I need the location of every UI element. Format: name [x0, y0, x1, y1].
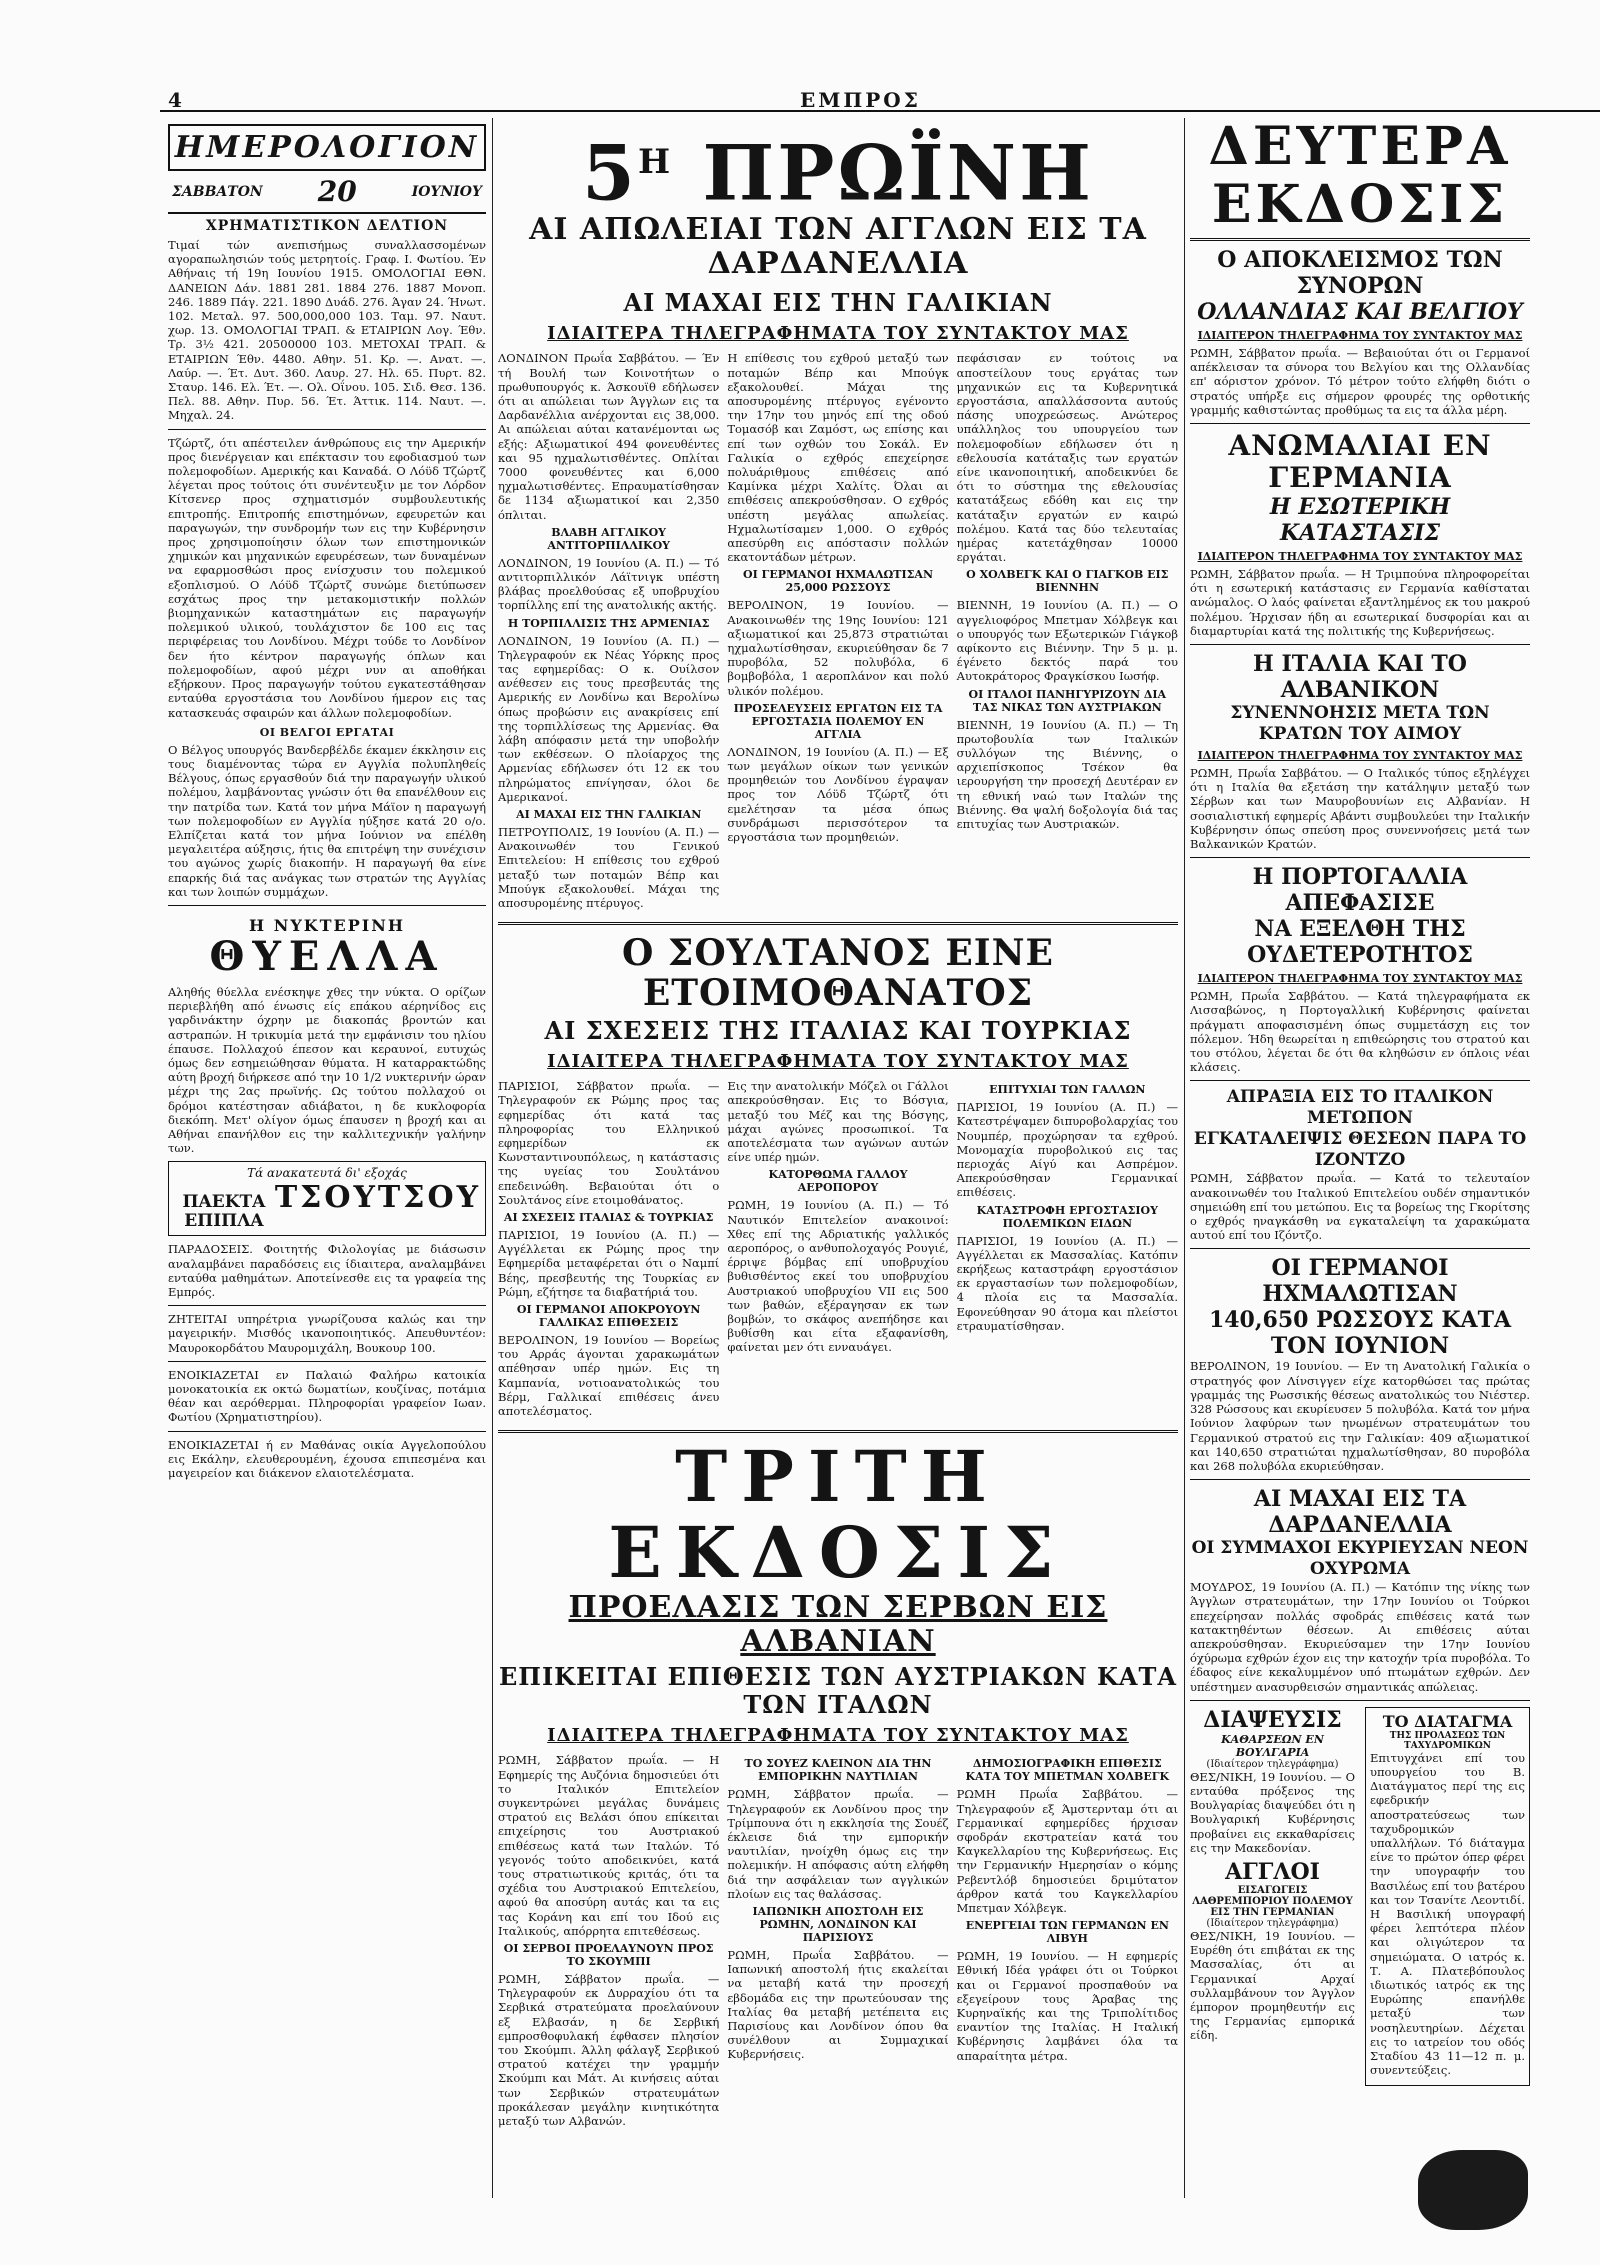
special-telegram: ΙΔΙΑΙΤΕΡΟΝ ΤΗΛΕΓΡΑΦΗΜΑ ΤΟΥ ΣΥΝΤΑΚΤΟΥ ΜΑΣ: [1197, 329, 1523, 342]
headline-dardanelles: ΑΙ ΑΠΩΛΕΙΑΙ ΤΩΝ ΑΓΓΛΩΝ ΕΙΣ ΤΑ ΔΑΡΔΑΝΕΛΛΙΑ: [529, 212, 1147, 282]
divider: [168, 1305, 486, 1306]
classified-rent-1: ΕΝΟΙΚΙΑΖΕΤΑΙ εν Παλαιώ Φαλήρω κατοικία μονοκατοικία εκ οκτώ δωματίων, κουζίνας, ποτάμια θέαν και αερόθερμαι. Πληροφορίαι γραφείον Ιωαν. Φωτίου (Χρηματιστηρίου).: [168, 1367, 486, 1425]
article-japanese-mission: ΡΩΜΗ, Πρωΐα Σαββάτου. — Ιαπωνική αποστολή ήτις εκαλείται να μεταβή κατά την προσεχή εβδομάδα εις την πρωτεύουσαν της Ιταλίας θα μεταβή μετέπειτα εις Παρισίους και Λονδίνον όπου θα συνέλθουν αι Συμμαχικαί Κυβερνήσεις.: [727, 1947, 949, 2062]
date-number: 20: [317, 175, 357, 208]
article-sultan: ΠΑΡΙΣΙΟΙ, Σάββατον πρωΐα. — Τηλεγραφούν εκ Ρώμης προς τας εφημερίδας ότι κατά τας πληροφορίας του Ελληνικού εφημερίδων εκ Κωνσταντινουπόλεως, η κατάστασις της υγείας του Σουλτάνου επεδεινώθη. Βεβαιούται ότι ο Σουλτάνος είνε ετοιμοθάνατος.: [498, 1079, 720, 1207]
headline-dardanelles-battles: ΑΙ ΜΑΧΑΙ ΕΙΣ ΤΑ ΔΑΡΔΑΝΕΛΛΙΑ: [1253, 1486, 1467, 1539]
article-relations: ΠΑΡΙΣΙΟΙ, 19 Ιουνίου (Α. Π.) — Αγγέλλεται εκ Ρώμης προς την Εφημερίδα μεταφέρεται ότι ο Ναμπί Βέης, πρεσβευτής της Τουρκίας εν Ρώμη, εζήτησε τα διαβατήριά του.: [498, 1228, 720, 1299]
article-workers: ΛΟΝΔΙΝΟΝ, 19 Ιουνίου (Α. Π.) — Εξ των μεγάλων οίκων των γενικών προμηθειών του Λονδίνου έγραψαν προς τον Λόϋδ Τζώρτζ ότι εμελέτησαν τα μέσα όπως συνδράμωσι περισσότερον τα εργοστάσια των προμηθειών.: [727, 744, 949, 845]
article-german-prisoners: ΒΕΡΟΛΙΝΟΝ, 19 Ιουνίου. — Εν τη Ανατολική Γαλικία ο στρατηγός φον Λίνσιγγεν είχε κατορθώσει τας πρώτας γραμμάς της Ρωσσικής θέσεως ανατολικώς του Νιέστερ. 328 Ρώσσους και εκυρίευσεν 5 πολυβόλα. Κατά τον μήνα Ιούνιον λαφύρων των ηνωμένων στρατευμάτων του Γερμανικού στρατού εις την Γαλικίαν: 409 αξιωματικοί και 140,650 στρατιώται ηχμαλωτίσθησαν, 80 πυροβόλα και 268 πολυβόλα εκυριεύθησαν.: [1190, 1359, 1530, 1473]
edition-name: ΠΡΩΪΝΗ: [702, 128, 1094, 218]
article-isonzo: ΡΩΜΗ, Σάββατον πρωΐα. — Κατά το τελευταίον ανακοινωθέν του Ιταλικού Επιτελείου ουδέν σημαντικόν σημειώθη επί του μετώπου. Εις τα βορείως της Γκορίτσης ο εχθρός ηναγκάσθη να εγκαταλείψη τα χαρακώματα αυτού επί του Ιζόντζο.: [1190, 1171, 1530, 1243]
divider: [1190, 1479, 1530, 1480]
article-german-captures: ΒΕΡΟΛΙΝΟΝ, 19 Ιουνίου. — Ανακοινωθέν της 19ης Ιουνίου: 121 αξιωματικοί και 25,873 στρατιώται ηχμαλωτίσθησαν, εκυριεύθησαν δε 7 πυροβόλα, 52 πολυβόλα, 6 βομβοβόλα, 1 αεροπλάνον και πολύ υλικόν πολέμου.: [727, 598, 949, 698]
subheading-destroyer: ΒΛΑΒΗ ΑΓΓΛΙΚΟΥ ΑΝΤΙΤΟΡΠΙΛΛΙΚΟΥ: [547, 525, 671, 552]
article-mosel: Εις την ανατολικήν Μόζελ οι Γάλλοι απεκρούσθησαν. Εις το Βόσγια, μεταξύ του Μέζ και της Βόσγης, μάχαι αγώνες προσωπικοί. Τα αποτελέσματα των αγώνων αυτών είνε υπέρ ημών.: [727, 1079, 949, 1165]
headline-portugal: Η ΠΟΡΤΟΓΑΛΛΙΑ ΑΠΕΦΑΣΙΣΕ: [1252, 864, 1468, 917]
article-volunteers: πεφάσισαν εν τούτοις να αποστείλουν τους εργάτας των μηχανικών εις τα Κυβερνητικά εργοστάσια, απαλλάσσοντα αυτούς πάσης υποχρεώσεως. Ανώτερος υπάλληλος του υπουργείου των πολεμοφοδίων εδήλωσεν ότι η εθελουσία κατάταξις των εργατών είνε ικανοποιητική, αποδεικνύει δε ότι το σύστημα της εθελουσίας κατατάξεως εδόθη και εις την κατάταξιν εργατών εν καιρώ πολέμου. Κατά τας δύο τελευταίας ημέρας κατετάχθησαν 10000 εργάται.: [956, 351, 1178, 565]
article-factory: ΠΑΡΙΣΙΟΙ, 19 Ιουνίου (Α. Π.) — Αγγέλλεται εκ Μασσαλίας. Κατόπιν εκρήξεως καταστράφη εργοστάσιον εκ εργαστασίων των πολεμοφοδίων, 4 πλοία εις τα Μασσαλία. Εφονεύθησαν 90 άτομα και πλείστοι ετραυματίσθησαν.: [956, 1233, 1178, 1333]
storm-heading-line1: Η ΝΥΚΤΕΡΙΝΗ: [249, 915, 405, 935]
classified-lessons: ΠΑΡΑΔΟΣΕΙΣ. Φοιτητής Φιλολογίας με διάσωσιν αναλαμβάνει παραδόσεις εις ίδιαιτερα, αναλαμβάνει ενταύθα μαθημάτων. Αποτείνεσθε εις τα γραφεία της Εμπρός.: [168, 1242, 486, 1299]
special-telegrams-2: ΙΔΙΑΙΤΕΡΑ ΤΗΛΕΓΡΑΦΗΜΑΤΑ ΤΟΥ ΣΥΝΤΑΚΤΟΥ ΜΑΣ: [547, 1051, 1129, 1073]
article-suez: ΡΩΜΗ, Σάββατον πρωΐα. — Τηλεγραφούν εκ Λονδίνου προς την Τρίμπουνα ότι η εκκλησία της Σουέζ έκλεισε διά την εμπορικήν ναυτιλίαν, ηνοίχθη όμως εις την πολεμικήν. Η απόφασις αύτη ελήφθη διά την ασφάλειαν των αγγλικών πλοίων εις τας θαλάσσας.: [727, 1787, 949, 1901]
subheading-relations: ΑΙ ΣΧΕΣΕΙΣ ΙΤΑΛΙΑΣ & ΤΟΥΡΚΙΑΣ: [503, 1211, 714, 1225]
storm-heading: [168, 916, 486, 979]
article-vienna-visit: ΒΙΕΝΝΗ, 19 Ιουνίου (Α. Π.) — Ο αγγελιοφόρος Μπετμαν Χόλβεγκ και ο υπουργός των Εξωτερικών Γιάγκοβ αφίκοντο εις Βιέννην. Την 5 μ. μ. έγένετο δεκτός παρά του Αυτοκράτορος Φραγκίσκου Ιωσήφ.: [956, 598, 1178, 684]
article-belgian-workers: Ο Βέλγος υπουργός Βανδερβέλδε έκαμεν έκκλησιν εις τους διαμένοντας τώρα εν Αγγλία πολυπληθείς Βέλγους, όπως εργασθούν διά την παραγωγήν υλικού πολέμου, λαμβάνοντας γνώσιν ότι θα επανέλθουν εις την πατρίδα των. Κατά τον μήνα Μάϊον η παραγωγή των πολεμοφοδίων εν Αγγλία ηύξησε κατά 20 ο/ο. Ελπίζεται κατά τον μήνα Ιούνιον να επέλθη μεγαλειτέρα αύξησις, ήτις θα επιτρέψη την συνέχισιν του αγώνος χωρίς διακοπήν. Η παραγωγή θα είνε επαρκής διά τας ανάγκας των στρατών της Αγγλίας και των λοιπών συμμάχων.: [168, 742, 486, 899]
subheading-french-success: ΕΠΙΤΥΧΙΑΙ ΤΩΝ ΓΑΛΛΩΝ: [989, 1083, 1146, 1097]
article-new-fort: ΜΟΥΔΡΟΣ, 19 Ιουνίου (Α. Π.) — Κατόπιν της νίκης των Άγγλων στρατευμάτων, την 17ην Ιουνίου οι Τούρκοι επεχείρησαν πολλάς σφοδράς επιθέσεις κατά των κατακτηθέντων θέσεων. Αι επιθέσεις αύται απεκρούσθησαν. Εκυριεύσαμεν την 17ην Ιουνίου όχύρωμα εχθρών έχον εις την κατοχήν τρία πυροβόλα. Το έδαφος είνε κεκαλυμμένον υπό πτωμάτων εχθρών. Δεν υπέστημεν ανασυρθεισών σημαντικάς απώλειας.: [1190, 1580, 1530, 1694]
third-articles: [498, 1753, 1178, 2132]
edition-title: [498, 122, 1178, 218]
headline-sultan: Ο ΣΟΥΛΤΑΝΟΣ ΕΙΝΕ ΕΤΟΙΜΟΘΑΝΑΤΟΣ: [622, 932, 1054, 1015]
furniture-ad: [168, 1161, 486, 1236]
morning-articles: [498, 351, 1178, 914]
article-borders: ΡΩΜΗ, Σάββατον πρωΐα. — Βεβαιούται ότι οι Γερμανοί απέκλεισαν τα σύνορα του Βελγίου και της Ολλανδίας επ' αόριστον χρόνον. Τό μέτρον τούτο ελήφθη διότι ο στρατός υπήρξε εις σήμερον φρουρές της ορθοτικής γραμμής καθιστώντας προθύμως τα εις τα άλλα μέρη.: [1190, 346, 1530, 417]
special-telegram-2: ΙΔΙΑΙΤΕΡΟΝ ΤΗΛΕΓΡΑΦΗΜΑ ΤΟΥ ΣΥΝΤΑΚΤΟΥ ΜΑΣ: [1197, 550, 1523, 564]
headline-austrian-attack: ΕΠΙΚΕΙΤΑΙ ΕΠΙΘΕΣΙΣ ΤΩΝ ΑΥΣΤΡΙΑΚΩΝ ΚΑΤΑ ΤΩΝ ΙΤΑΛΩΝ: [499, 1662, 1177, 1720]
divider: [168, 1431, 486, 1432]
headline-english: ΑΓΓΛΟΙ: [1225, 1858, 1320, 1885]
calendar-title: ΗΜΕΡΟΛΟΓΙΟΝ: [168, 124, 486, 171]
divider: [1190, 1248, 1530, 1249]
article-armenia: ΛΟΝΔΙΝΟΝ, 19 Ιουνίου (Α. Π.) — Τηλεγραφούν εκ Νέας Υόρκης προς τας εφημερίδας: Ο κ. Ουίλσον ανέθεσεν εις τους πρεσβευτάς της Αμερικής εν Λονδίνω και Βερολίνω όπως προβώσιν εις ανακρίσεις επί της τορπιλλίσεως της Αρμενίας. Θα λάβη απόφασιν μετά την υποβολήν των εκθέσεων. Ο πλοίαρχος της Αρμενίας εδήλωσεν ότι 12 εκ του πληρώματος επνίγησαν, όλοι δε Αμερικανοί.: [498, 633, 720, 804]
article-contraband: ΘΕΣ/ΝΙΚΗ, 19 Ιουνίου. — Ευρέθη ότι επιβάται εκ της Μασσαλίας, ότι αι Γερμανικαί Αρχαί συλλαμβάνουν τον Άγγλον έμπορον προμηθευτήν εις της Γερμανίας εμπορικά είδη.: [1190, 1928, 1355, 2043]
special-telegram-4: ΙΔΙΑΙΤΕΡΟΝ ΤΗΛΕΓΡΑΦΗΜΑ ΤΟΥ ΣΥΝΤΑΚΤΟΥ ΜΑΣ: [1197, 972, 1523, 986]
market-text: Τιμαί τών ανεπισήμως συναλλασσομένων αγοραπωλησιών τούς μετρητοίς. Γραφ. Ι. Φωτίου. Έν Αθήναις τή 19η Ιουνίου 1915. ΟΜΟΛΟΓΙΑΙ ΕΘΝ. ΔΑΝΕΙΩΝ Δάν. 1881 281. 1884 276. 1887 Μονοπ. 246. 1889 Πάγ. 221. 1890 Δυάδ. 276. Άγαν 24. Ήνωτ. 102. Μεταλ. 97. 500,000,000 103. Ταμ. 97. Ναυτ. χωρ. 13. ΟΜΟΛΟΓΙΑΙ ΤΡΑΠ. & ΕΤΑΙΡΙΩΝ Λογ. Έθν. Τρ. 3½ 421. 20500000 103. ΜΕΤΟΧΑΙ ΤΡΑΠ. & ΕΤΑΙΡΙΩΝ Έθν. 4480. Αθην. 51. Κρ. —. Ανατ. —. Λαύρ. —. Έτ. Δυτ. 360. Λαυρ. 27. Ηλ. 65. Πυρτ. 82. Σταυρ. 146. Ελ. Έτ. —. Ολ. Οΐνου. 105. Σιδ. Θεσ. 136. Πελ. 88. Αθην. Πυρ. 56. Έτ. Άττικ. 114. Ναυτ. —. Μηχαλ. 24.: [168, 238, 486, 423]
divider: [1190, 857, 1530, 858]
divider: [1190, 423, 1530, 424]
headline-albania: Η ΙΤΑΛΙΑ ΚΑΙ ΤΟ ΑΛΒΑΝΙΚΟΝ: [1253, 651, 1467, 704]
private-telegram-note: (Ιδιαίτερον τηλεγράφημα): [1206, 1758, 1339, 1770]
column-rule: [1184, 118, 1185, 2198]
article-galicia-battles: Η επίθεσις του εχθρού μεταξύ των ποταμών Βέπρ και Μπούγκ εξακολουθεί. Μάχαι της αποσυρομένης πτέρυγος εγένοντο την 17ην του μηνός επί της οδού Τομασόβ και Ζαμόστ, ως επίσης και επί των οχθών του Σοκάλ. Εν Γαλικία ο εχθρός επεχείρησε πολυάριθμους επιθέσεις από Καμίνκα μέχρι Χαλίτς. Όλαι αι επιθέσεις απεκρούσθησαν. Ο εχθρός υπέστη μεγάλας απωλείας. Ηχμαλωτίσαμεν 1,000. Ο εχθρός απεσύρθη εις απόστασιν πολλών εκατοντάδων μέτρων.: [727, 351, 949, 565]
subheading-galicia: ΑΙ ΜΑΧΑΙ ΕΙΣ ΤΗΝ ΓΑΛΙΚΙΑΝ: [516, 808, 702, 822]
special-telegrams-3: ΙΔΙΑΙΤΕΡΑ ΤΗΛΕΓΡΑΦΗΜΑΤΑ ΤΟΥ ΣΥΝΤΑΚΤΟΥ ΜΑΣ: [547, 1725, 1129, 1747]
divider: [1190, 644, 1530, 645]
subheading-aviator: ΚΑΤΟΡΘΩΜΑ ΓΑΛΛΟΥ ΑΕΡΟΠΟΡΟΥ: [768, 1168, 908, 1195]
column-main: [498, 118, 1178, 2198]
article-aviator: ΡΩΜΗ, 19 Ιουνίου (Α. Π.) — Τό Ναυτικόν Επιτελείον ανακοινοί: Χθες επί της Αδριατικής γαλλικός αεροπόρος, ο ανθυπολοχαγός Ρουγιέ, έρριψε βόμβας επί υποβρυχίου βυθισθέντος εκεί του υποβρυχίου Αυστριακού υποβρυχίου VII εις 500 των βαθών, εξέραγησαν εκ των βομβών, το σκάφος ανεπήδησε και βυθίσθη και είτα εξαφανίσθη, φαίνεται μεν ότι ενναυάγει.: [727, 1198, 949, 1355]
article-petrograd: ΠΕΤΡΟΥΠΟΛΙΣ, 19 Ιουνίου (Α. Π.) — Ανακοινωθέν του Γενικού Επιτελείου: Η επίθεσις του εχθρού μεταξύ των ποταμών Βέπρ και Μπούγκ εξακολουθεί. Μάχαι της αποσυρομένης πτέρυγος.: [498, 825, 720, 911]
special-telegram-3: ΙΔΙΑΙΤΕΡΟΝ ΤΗΛΕΓΡΑΦΗΜΑ ΤΟΥ ΣΥΝΤΑΚΤΟΥ ΜΑΣ: [1197, 749, 1523, 763]
subheading-german-captures: ΟΙ ΓΕΡΜΑΝΟΙ ΗΧΜΑΛΩΤΙΣΑΝ 25,000 ΡΩΣΣΟΥΣ: [742, 568, 933, 595]
article-french-success: ΠΑΡΙΣΙΟΙ, 19 Ιουνίου (Α. Π.) — Κατεστρέψαμεν διπυροβολαρχίας του Νουμπέρ, προχώρησαν τα εχθρού. Μονομαχία πυροβολικού εις τας περιοχάς Αίγύ και Ασπρέμον. Απεκρούσθησαν Γερμανικαί επιθέσεις.: [956, 1100, 1178, 1200]
article-libya: ΡΩΜΗ, 19 Ιουνίου. — Η εφημερίς Εθνική Ιδέα γράφει ότι οι Τούρκοι και οι Γερμανοί προσπαθούν να εξεγείρουν τους Άραβας της Κυρηναϊκής και της Τριπολίτιδος εναντίον της Ιταλίας. Η Ιταλική Κυβέρνησις λαμβάνει όλα τα απαραίτητα μέτρα.: [956, 1949, 1178, 2063]
masthead: [160, 88, 1600, 112]
market-heading: ΧΡΗΜΑΤΙΣΤΙΚΟΝ ΔΕΛΤΙΟΝ: [205, 218, 449, 234]
article-lloyd-george: Τζώρτζ, ότι απέστειλεν άνθρώπους εις την Αμερικήν προς διενέργειαν και επέκτασιν του εφοδιασμού των πολεμοφοδίων. Αμερικής και Καναδά. Ο Λόϋδ Τζώρτζ λέγεται προς τούτοις ότι συνέντευξιν με τον Λόρδον Κίτσενερ προς σχηματισμόν συμβουλευτικής επιτροπής. Επιτροπής επιστημόνων, εφευρετών και παραγωγών, την συνδρομήν των εις την Κυβέρνησιν προς χρησιμοποίησιν όλων των επιστημονικών χημικών και μηχανικών εφευρέσεων, των δυναμένων να εφαρμοσθώσι προς ενίσχυσιν του πολεμικού εξοπλισμού. Ο Λόϋδ Τζώρτζ συνώμε διετύπωσεν εσχάτως προς την μετακομιστικήν πολλών βιομηχανικών καταστημάτων εις παραγωγήν πολεμικού υλικού, τουλάχιστον δε 100 εις τας περιφέρειας του Λονδίνου. Μέχρι τούδε το Λονδίνον δεν ήτο κέντρον παραγωγής όπλων και πολεμοφοδίων, αφού μέχρι νυν αι αποθήκαι εξήρκουν. Προς παραγωγήν τούτου εγκατεστάθησαν ενταύθα εργοστάσια του Λονδίνου ήμερον εις τας κατασκευάς σφαιρών και άλλων πολεμοφοδίων.: [168, 435, 486, 720]
subheading-press-attack: ΔΗΜΟΣΙΟΓΡΑΦΙΚΗ ΕΠΙΘΕΣΙΣ ΚΑΤΑ ΤΟΥ ΜΠΕΤΜΑΝ ΧΟΛΒΕΓΚ: [965, 1757, 1170, 1784]
headline-bulgaria: ΚΑΘΑΡΣΕΩΝ ΕΝ ΒΟΥΛΓΑΡΙΑ: [1221, 1732, 1324, 1759]
headline-postal: ΤΗΣ ΠΡΟΛΑΣΕΩΣ ΤΩΝ ΤΑΧΥΔΡΟΜΙΚΩΝ: [1389, 1730, 1506, 1751]
article-bulgaria: ΘΕΣ/ΝΙΚΗ, 19 Ιουνίου. — Ο ενταύθα πρόξενος της Βουλγαρίας διαψεύδει ότι η Βουλγαρική Κυβέρνησις προβαίνει εις εκκαθαρίσεις εις την Μακεδονίαν.: [1190, 1769, 1355, 1855]
storm-article: Αληθής θύελλα ενέσκηψε χθες την νύκτα. Ο ορίζων περιεβλήθη από ένωσις είς επάκου αέρηνίδος εις γαρδινάκτην όχρην με διακοπάς βροντών και αστραπών. Η τρικυμία μετά την εμφάνισιν του ηλίου έπαυσε. Πολλαχού έπεσον και κεραυνοί, ευτυχώς όμως δεν εσημειώθησαν θύματα. Η καταρρακτώδης αύτη βροχή διήρκεσε από την 10 1/2 νυκτερινήν ώραν μέχρι της 2ας πρωϊνής. Ως τούτου πολλαχού οι δρόμοι κατέστησαν αδιάβατοι, η δε κυκλοφορία διεκόπη. Μετ' ολίγον όμως έπαυσεν η βροχή και αι Αθήναι επανήλθον εις την καλλιτεχνικήν γαλήνην των.: [168, 984, 486, 1156]
classified-maid: ΖΗΤΕΙΤΑΙ υπηρέτρια γνωρίζουσα καλώς και την μαγειρικήν. Μισθός ικανοποιητικός. Απευθυντέον: Μαυροκορδάτου Μαυρομιχάλη, Βουκουρ 100.: [168, 1312, 486, 1355]
subheading-armenia: Η ΤΟΡΠΙΛΛΙΣΙΣ ΤΗΣ ΑΡΜΕΝΙΑΣ: [507, 616, 710, 630]
subheading-workers: ΠΡΟΣΕΛΕΥΣΕΙΣ ΕΡΓΑΤΩΝ ΕΙΣ ΤΑ ΕΡΓΟΣΤΑΣΙΑ ΠΟΛΕΜΟΥ ΕΝ ΑΓΓΛΙΑ: [733, 701, 943, 741]
article-ausonia: ΡΩΜΗ, Σάββατον πρωΐα. — Η Εφημερίς της Αυζόνια δημοσιεύει ότι το Ιταλικόν Επιτελείον συγκεντρώνει μεγάλας δυνάμεις στρατού εις Βελάσι όπου επίκειται επιχείρησις του Αυστριακού επιθέσεως κατά των Ιταλών. Τό γεγονός τούτο αποδεικνύει, κατά τους στρατιωτικούς κριτάς, ότι τα σχέδια του Αυστριακού Επιτελείου, αφού θα αποσύρη αυτάς και τα εις τας Κοράνη και επί του Ιδού εις Ιταλικούς, απόρρητα επιτεθέσεως.: [498, 1753, 720, 1938]
bottom-boxes: [1190, 1707, 1530, 2087]
headline-balkans: ΣΥΝΕΝΝΟΗΣΙΣ ΜΕΤΑ ΤΩΝ ΚΡΑΤΩΝ ΤΟΥ ΑΙΜΟΥ: [1230, 703, 1490, 745]
subheading-vienna-visit: Ο ΧΟΛΒΕΓΚ ΚΑΙ Ο ΓΙΑΓΚΟΒ ΕΙΣ ΒΙΕΝΝΗΝ: [966, 568, 1169, 595]
edition-superscript: Η: [637, 142, 674, 182]
subheading-italians-celebrate: ΟΙ ΙΤΑΛΟΙ ΠΑΝΗΓΥΡΙΖΟΥΝ ΔΙΑ ΤΑΣ ΝΙΚΑΣ ΤΩΝ ΑΥΣΤΡΙΑΚΩΝ: [968, 687, 1167, 714]
subheading-libya: ΕΝΕΡΓΕΙΑΙ ΤΩΝ ΓΕΡΜΑΝΩΝ ΕΝ ΛΙΒΥΗ: [965, 1919, 1169, 1946]
newspaper-title: ΕΜΠΡΟΣ: [800, 88, 921, 112]
divider: [498, 922, 1178, 925]
ad-tagline: Τά ανακατευτά δι' εξοχάς: [247, 1166, 407, 1181]
headline-german-prisoners: ΟΙ ΓΕΡΜΑΝΟΙ ΗΧΜΑΛΩΤΙΣΑΝ: [1262, 1255, 1458, 1308]
date-line: [168, 171, 486, 214]
ad-brand: ΤΣΟΥΤΣΟΥ: [274, 1180, 481, 1216]
headline-internal-situation: Η ΕΣΩΤΕΡΙΚΗ ΚΑΤΑΣΤΑΣΙΣ: [1269, 494, 1451, 547]
sultan-articles: [498, 1079, 1178, 1422]
article-decree: Επιτυγχάνει επί του υπουργείου του Β. Διατάγματος περί της εις εφεδρικήν αποστρατεύσεως των ταχυδρομικών υπαλλήλων. Τό διάταγμα είνε το πρώτον όπερ φέρει την υπογραφήν του Βασιλέως επί του βατέρου και τον Τσανίτε Λεοντιδί. Η Βασιλική υπογραφή φέρει λεπτότερα πλέον και ολιγώτερον τα σημειώματα. Ο ιατρός κ. Τ. Α. Πλατεβόπουλος ιδιωτικός ιατρός εκ της Ευρώπης επανήλθε μεταξύ των νοσηλευτηρίων. Δέχεται εις το ιατρείον του οδός Σταδίου 43 11—12 π. μ. συνεντεύξεις.: [1370, 1750, 1525, 2078]
subheading-factory: ΚΑΤΑΣΤΡΟΦΗ ΕΡΓΟΣΤΑΣΙΟΥ ΠΟΛΕΜΙΚΩΝ ΕΙΔΩΝ: [976, 1203, 1158, 1230]
headline-neutrality: ΝΑ ΕΞΕΛΘΗ ΤΗΣ ΟΥΔΕΤΕΡΟΤΗΤΟΣ: [1247, 916, 1473, 969]
column-second-edition: [1190, 118, 1530, 2198]
classified-rent-2: ΕΝΟΙΚΙΑΖΕΤΑΙ ή εν Μαθάνας οικία Αγγελοπούλου εις Εκάλην, ελευθερουμένη, έχουσα επιπεσμένα και μαγειρείον και διάκενον ελαιοτελέσματα.: [168, 1437, 486, 1481]
storm-heading-line2: ΘΥΕΛΛΑ: [209, 932, 445, 980]
headline-borders-2: ΟΛΛΑΝΔΙΑΣ ΚΑΙ ΒΕΛΓΙΟΥ: [1197, 299, 1523, 325]
subheading-belgian-workers: ΟΙ ΒΕΛΓΟΙ ΕΡΓΑΤΑΙ: [259, 725, 395, 739]
ad-product: ΠΑΕΚΤΑ ΕΠΙΠΛΑ: [182, 1192, 266, 1232]
headline-isonzo: ΕΓΚΑΤΑΛΕΙΨΙΣ ΘΕΣΕΩΝ ΠΑΡΑ ΤΟ ΙΖΟΝΤΖΟ: [1193, 1129, 1527, 1171]
private-telegram-note-2: (Ιδιαίτερον τηλεγράφημα): [1206, 1917, 1339, 1929]
headline-borders: Ο ΑΠΟΚΛΕΙΣΜΟΣ ΤΩΝ ΣΥΝΟΡΩΝ: [1217, 247, 1503, 299]
headline-decree: ΤΟ ΔΙΑΤΑΓΜΑ: [1382, 1711, 1513, 1731]
third-edition-title: ΤΡΙΤΗ ΕΚΔΟΣΙΣ: [498, 1430, 1178, 1591]
divider: [1190, 1700, 1530, 1701]
headline-serbs: ΠΡΟΕΛΑΣΙΣ ΤΩΝ ΣΕΡΒΩΝ ΕΙΣ ΑΛΒΑΝΙΑΝ: [568, 1590, 1108, 1660]
decree-box: [1365, 1707, 1530, 2087]
headline-denial: ΔΙΑΨΕΥΣΙΣ: [1203, 1706, 1342, 1733]
edition-number: 5: [582, 128, 638, 218]
article-portugal: ΡΩΜΗ, Πρωΐα Σαββάτου. — Κατά τηλεγραφήματα εκ Λισσαβώνος, η Πορτογαλλική Κυβέρνησις φαίνεται πράγματι αποφασισμένη όπως συμμετάσχη εις τον πόλεμον. Ήδη θεωρείται η επιθεώρησις του στρατού και του στόλου, λέγεται δε ότι θα κληθώσιν εν όπλοις νέαι κλάσεις.: [1190, 989, 1530, 1075]
second-edition-title: ΔΕΥΤΕΡΑ ΕΚΔΟΣΙΣ: [1190, 118, 1530, 241]
subheading-germans-repel: ΟΙ ΓΕΡΜΑΝΟΙ ΑΠΟΚΡΟΥΟΥΝ ΓΑΛΛΙΚΑΣ ΕΠΙΘΕΣΕΙΣ: [516, 1303, 701, 1330]
divider: [168, 1361, 486, 1362]
article-british-losses: ΛΟΝΔΙΝΟΝ Πρωΐα Σαββάτου. — Έν τή Βουλή των Κοινοτήτων ο πρωθυπουργός κ. Άσκουϊθ εδήλωσεν ότι αι απώλειαι των Άγγλων εις τα Δαρδανέλλια ανέρχονται εις 38,000. Αι απώλειαι αύται κατανέμονται ως εξής: Αξιωματικοί 494 φονευθέντες και 95 ηχμαλωτισθέντες. Οπλίται 7000 φονευθέντες και 6,000 ηχμαλωτισθέντες. Επραυματίσθησαν δε 1134 αξιωματικοί και 2,350 όπλιται.: [498, 351, 720, 522]
headline-italy-turkey: ΑΙ ΣΧΕΣΕΙΣ ΤΗΣ ΙΤΑΛΙΑΣ ΚΑΙ ΤΟΥΡΚΙΑΣ: [544, 1016, 1132, 1046]
subheading-serbs-advance: ΟΙ ΣΕΡΒΟΙ ΠΡΟΕΛΑΥΝΟΥΝ ΠΡΟΣ ΤΟ ΣΚΟΥΜΠΙ: [503, 1941, 714, 1968]
divider: [1190, 1080, 1530, 1081]
article-italians-celebrate: ΒΙΕΝΝΗ, 19 Ιουνίου (Α. Π.) — Τη πρωτοβουλία των Ιταλικών συλλόγων της Βιέννης, ο αρχιεπίσκοπος Τσέκον θα ιερουργήση την προσεχή Δευτέραν εν τη εθνική ναώ των Ιταλών της Βιέννης. Θα ψαλή δοξολογία διά τας επιτυχίας των Αυστριακών.: [956, 717, 1178, 832]
headline-new-fort: ΟΙ ΣΥΜΜΑΧΟΙ ΕΚΥΡΙΕΥΣΑΝ ΝΕΟΝ ΟΧΥΡΩΜΑ: [1191, 1538, 1529, 1580]
day: ΣΑΒΒΑΤΟΝ: [172, 183, 263, 200]
article-germans-repel: ΒΕΡΟΛΙΝΟΝ, 19 Ιουνίου — Βορείως του Αρράς άγονται χαρακωμάτων απέθησαν υπέρ ημών. Εις τη Καμπανία, νοτιοανατολικώς του Βέρμ, Γαλλικαί επιθέσεις άνευ αποτελέσματος.: [498, 1333, 720, 1419]
column-calendar: [168, 118, 486, 2198]
article-serbs-advance: ΡΩΜΗ, Σάββατον πρωΐα. — Τηλεγραφούν εκ Δυρραχίου ότι τα Σερβικά στρατεύματα προελαύνουν εξ Ελβασάν, η δε Σερβική εμπροσθοφυλακή έφθασεν πλησίον του Σκούμπι. Άλλη φάλαγξ Σερβικού στρατού κατέχει την γραμμήν Σκούμπι και Μάτ. Αι κινήσεις αύται των Σερβικών στρατευμάτων προκάλεσαν μεγάλην κινητικότητα μεταξύ των Αλβανών.: [498, 1971, 720, 2128]
headline-russian-count: 140,650 ΡΩΣΣΟΥΣ ΚΑΤΑ ΤΟΝ ΙΟΥΝΙΟΝ: [1208, 1307, 1512, 1360]
headline-italian-front: ΑΠΡΑΞΙΑ ΕΙΣ ΤΟ ΙΤΑΛΙΚΟΝ ΜΕΤΩΠΟΝ: [1226, 1087, 1494, 1129]
special-telegrams: ΙΔΙΑΙΤΕΡΑ ΤΗΛΕΓΡΑΦΗΜΑΤΑ ΤΟΥ ΣΥΝΤΑΚΤΟΥ ΜΑΣ: [547, 323, 1129, 345]
divider: [168, 905, 486, 906]
article-destroyer: ΛΟΝΔΙΝΟΝ, 19 Ιουνίου (Α. Π.) — Τό αντιτορπιλλικόν Λάϊτνιγκ υπέστη βλάβας προελθούσας εξ υποβρυχίου τορπίλλης επί της ανατολικής ακτής.: [498, 555, 720, 613]
article-albania: ΡΩΜΗ, Πρωΐα Σαββάτου. — Ο Ιταλικός τύπος εξηλέγχει ότι η Ιταλία θα εξετάση την κατάληψιν μεταξύ των Σέρβων και των Μαυροβουνίων εις Αλβανίαν. Η σοσιαλιστική εφημερίς Αβάντι συμβουλεύει την Ιταλικήν Κυβέρνησιν όπως σπεύση προς συνεννοήσεις μετά των Βαλκανικών Κρατών.: [1190, 766, 1530, 852]
headline-galicia: ΑΙ ΜΑΧΑΙ ΕΙΣ ΤΗΝ ΓΑΛΙΚΙΑΝ: [623, 288, 1053, 318]
ink-blot: [1418, 2150, 1528, 2230]
column-rule: [492, 118, 493, 2198]
headline-germany-unrest: ΑΝΩΜΑΛΙΑΙ ΕΝ ΓΕΡΜΑΝΙΑ: [1228, 429, 1492, 495]
subheading-suez: ΤΟ ΣΟΥΕΖ ΚΛΕΙΝΟΝ ΔΙΑ ΤΗΝ ΕΜΠΟΡΙΚΗΝ ΝΑΥΤΙΛΙΑΝ: [744, 1757, 932, 1784]
subheading-japanese-mission: ΙΑΠΩΝΙΚΗ ΑΠΟΣΤΟΛΗ ΕΙΣ ΡΩΜΗΝ, ΛΟΝΔΙΝΟΝ ΚΑΙ ΠΑΡΙΣΙΟΥΣ: [752, 1904, 924, 1944]
month: ΙΟΥΝΙΟΥ: [411, 183, 482, 200]
page-number: 4: [168, 88, 182, 112]
headline-contraband: ΕΙΣΑΓΩΓΕΙΣ ΛΑΘΡΕΜΠΟΡΙΟΥ ΠΟΛΕΜΟΥ ΕΙΣ ΤΗΝ ΓΕΡΜΑΝΙΑΝ: [1192, 1884, 1353, 1918]
article-germany-unrest: ΡΩΜΗ, Σάββατον πρωΐα. — Η Τριμπούνα πληροφορείται ότι η εσωτερική κατάστασις εν Γερμανία καθίσταται ανώμαλος. Ο λαός φαίνεται εξαντλημένος εκ του μακρού πολέμου. Ήρχισαν ήδη αι εσωτερικαί δυσφορίαι και αι διαμαρτυρίαι κατά της πολιτικής της Κυβερνήσεως.: [1190, 567, 1530, 638]
article-press-attack: ΡΩΜΗ Πρωΐα Σαββάτου. — Τηλεγραφούν εξ Άμστερνταμ ότι αι Γερμανικαί εφημερίδες ήρχισαν σφοδράν εκστρατείαν κατά του Καγκελλαρίου της Κυβερνήσεως. Εις την Γερμανικήν Ημερησίαν ο κόμης Ρεβεντλόβ δημοσιεύει δριμύτατον άρθρον κατά του Καγκελλαρίου Μπετμαν Χόλβεγκ.: [956, 1787, 1178, 1915]
divider: [168, 429, 486, 430]
